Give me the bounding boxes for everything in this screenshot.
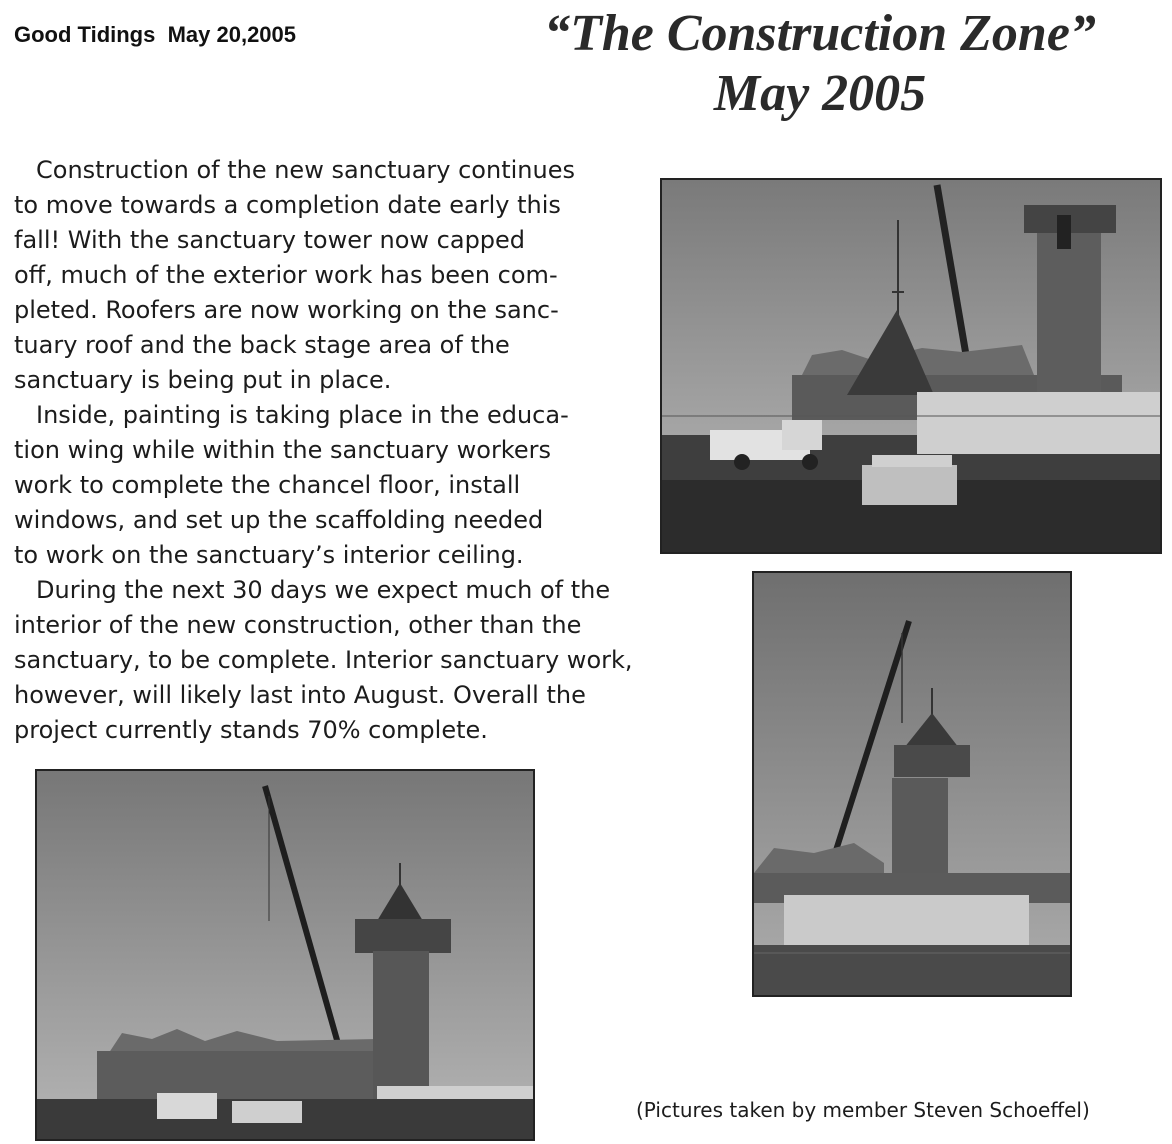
body-line: work to complete the chancel floor, install: [14, 471, 521, 499]
body-line: tion wing while within the sanctuary workers: [14, 436, 551, 464]
title-line-1: “The Construction Zone”: [544, 5, 1096, 62]
body-line: however, will likely last into August. Overall the: [14, 681, 586, 709]
body-line: pleted. Roofers are now working on the sanc-: [14, 296, 559, 324]
body-line: project currently stands 70% complete.: [14, 716, 488, 744]
article-title: [460, 4, 1172, 124]
body-line: Inside, painting is taking place in the educa-: [36, 401, 569, 429]
body-line: During the next 30 days we expect much of the: [36, 576, 611, 604]
masthead: Good Tidings May 20,2005: [14, 22, 297, 47]
body-line: to work on the sanctuary’s interior ceiling.: [14, 541, 524, 569]
body-line: fall! With the sanctuary tower now capped: [14, 226, 526, 254]
article-body: [14, 153, 714, 748]
photo-credit-caption: (Pictures taken by member Steven Schoeffel): [636, 1098, 1090, 1122]
body-line: interior of the new construction, other than the: [14, 611, 582, 639]
construction-photo-tower-roof: [660, 178, 1162, 554]
body-line: to move towards a completion date early this: [14, 191, 561, 219]
construction-photo-crane-wide: [35, 769, 535, 1141]
body-line: Construction of the new sanctuary continues: [36, 156, 575, 184]
construction-photo-steeple-lift: [752, 571, 1072, 997]
body-line: windows, and set up the scaffolding needed: [14, 506, 544, 534]
body-line: sanctuary, to be complete. Interior sanctuary work,: [14, 646, 633, 674]
title-line-2: May 2005: [713, 65, 927, 122]
body-line: sanctuary is being put in place.: [14, 366, 392, 394]
body-line: off, much of the exterior work has been com-: [14, 261, 558, 289]
body-line: tuary roof and the back stage area of the: [14, 331, 510, 359]
